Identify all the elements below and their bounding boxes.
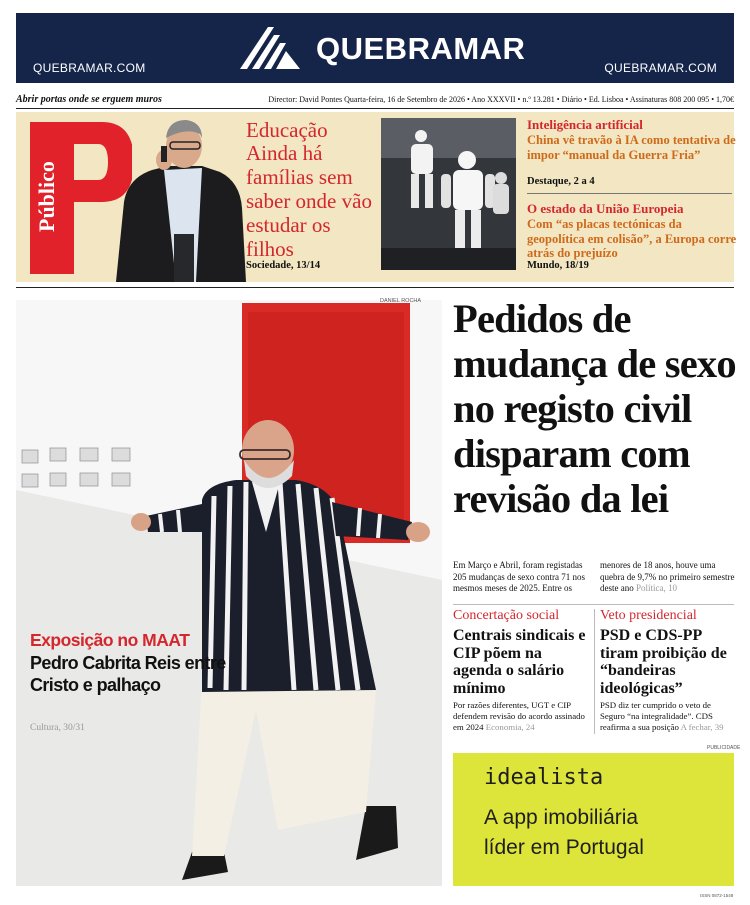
ad-line1: A app imobiliária [484,806,639,829]
veto-section: Veto presidencial [600,608,697,623]
maat-ref: Cultura, 30/31 [30,723,85,733]
ad-label: PUBLICIDADE [707,745,741,751]
concertacao-ref: Economia, 24 [485,722,535,732]
lead-ref: Política, 10 [636,583,677,593]
strap-line [16,90,734,109]
photo-artist-in-gallery [16,300,442,886]
motto: Abrir portas onde se erguem muros [16,94,162,105]
veto-body [600,700,734,733]
teaser-band [16,112,737,282]
maat-section: Exposição no MAAT [30,630,190,650]
photo-credit: DANIEL ROCHA [380,298,422,304]
concertacao-body-text: Por razões diferentes, UGT e CIP defendem revisão do acordo assinado em 2024 [453,700,585,732]
concertacao-section: Concertação social [453,608,560,623]
lead-headline[interactable]: Pedidos de mudança de sexo no registo civil disparam com revisão da lei [453,296,736,521]
veto-headline[interactable]: PSD e CDS-PP tiram proibição de “bandeiras ideológicas” [600,627,727,697]
ad-line2: líder em Portugal [484,836,644,859]
column-rule [594,609,595,734]
ai-headline[interactable]: China vê travão à IA como tentativa de impor “manual da Guerra Fria” [527,133,736,162]
veto-body-text: PSD diz ter cumprido o veto de Seguro “na integralidade”. CDS reafirma a sua posição [600,700,713,732]
photo-man-on-phone [106,112,252,282]
photo-humanoid-robots [381,118,516,270]
concertacao-headline[interactable]: Centrais sindicais e CIP põem na agenda o salário mínimo [453,627,586,697]
site-url-left[interactable]: QUEBRAMAR.COM [33,61,146,75]
publico-wordmark: Público [34,161,59,232]
eu-headline[interactable]: Com “as placas tectónicas da geopolítica em colisão”, a Europa corre atrás do prejuízo [527,217,737,260]
education-section: Educação [246,118,328,142]
education-ref: Sociedade, 13/14 [246,260,321,271]
lead-body-col1: Em Março e Abril, foram registadas 205 mudanças de sexo contra 71 nos mesmos meses de 2025. Entre os [453,560,585,593]
eu-section: O estado da União Europeia [527,201,684,216]
issn: ISSN 0872-1548 [700,893,734,898]
teaser-divider [527,193,732,194]
lead-body-text: menores de 18 anos, houve uma quebra de 9,7% no primeiro semestre deste ano [600,560,735,593]
eu-ref: Mundo, 18/19 [527,260,589,271]
veto-ref: A fechar, 39 [680,722,724,732]
wave-logo-icon [238,25,302,71]
maat-headline[interactable]: Pedro Cabrita Reis entre Cristo e palhaço [30,653,226,695]
masthead-brand: QUEBRAMAR [316,31,526,66]
site-url-right[interactable]: QUEBRAMAR.COM [604,61,717,75]
ad-brand: idealista [484,765,604,790]
idealista-ad[interactable] [453,753,734,886]
lead-rule [453,604,734,605]
section-separator [16,287,734,288]
issue-info: Director: David Pontes Quarta-feira, 16 de Setembro de 2026 • Ano XXXVII • n.º 13.281 • Diário • Ed. Lisboa • Assinaturas 808 200 095 • 1,70€ [268,95,734,104]
concertacao-body [453,700,593,733]
ai-section: Inteligência artificial [527,117,643,132]
masthead [16,13,734,83]
lead-body-col2 [600,560,736,595]
education-headline[interactable]: Ainda há famílias sem saber onde vão estudar os filhos [246,141,372,261]
ai-ref: Destaque, 2 a 4 [527,176,595,187]
